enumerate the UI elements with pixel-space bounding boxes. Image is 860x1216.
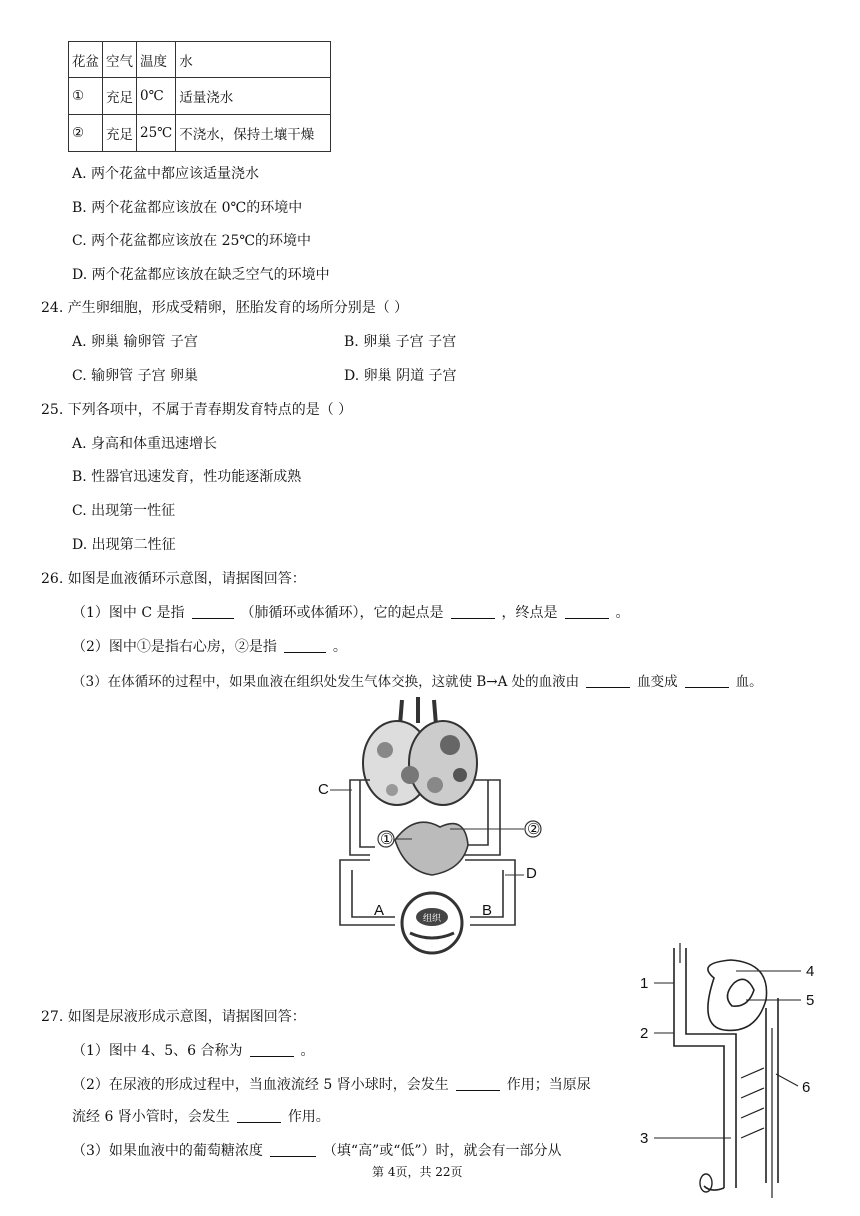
heart-illustration bbox=[395, 822, 468, 875]
label-d: D bbox=[526, 865, 537, 882]
table-row bbox=[69, 78, 331, 115]
text-segment: 。 bbox=[615, 605, 630, 621]
answer-blank[interactable] bbox=[565, 604, 609, 619]
q27-stem: 27. 如图是尿液形成示意图，请据图回答： bbox=[41, 1009, 306, 1025]
table-cell: 充足 bbox=[103, 78, 137, 115]
text-segment: ，终点是 bbox=[501, 605, 558, 621]
q26-part3 bbox=[72, 670, 763, 690]
table-header-cell: 花盆 bbox=[69, 42, 103, 78]
table-cell: 25℃ bbox=[137, 115, 176, 152]
text-segment: （1）图中 C 是指 bbox=[72, 605, 185, 621]
text-segment: 。 bbox=[300, 1043, 315, 1059]
label-3: 3 bbox=[640, 1130, 649, 1147]
text-segment: （1）图中 4、5、6 合称为 bbox=[72, 1043, 243, 1059]
q23-option-d: D. 两个花盆都应该放在缺乏空气的环境中 bbox=[72, 267, 330, 283]
answer-blank[interactable] bbox=[270, 1142, 316, 1157]
q24-option-c: C. 输卵管 子宫 卵巢 bbox=[72, 368, 199, 384]
answer-blank[interactable] bbox=[456, 1076, 500, 1091]
answer-blank[interactable] bbox=[586, 673, 630, 688]
label-4: 4 bbox=[806, 963, 815, 980]
table-cell: 0℃ bbox=[137, 78, 176, 115]
q23-option-c: C. 两个花盆都应该放在 25℃的环境中 bbox=[72, 233, 312, 249]
answer-blank[interactable] bbox=[284, 638, 326, 653]
text-segment: （肺循环或体循环），它的起点是 bbox=[240, 605, 444, 621]
text-segment: （2）图中①是指右心房，②是指 bbox=[72, 639, 277, 655]
experiment-table bbox=[68, 41, 331, 152]
text-segment: 流经 6 肾小管时，会发生 bbox=[72, 1109, 230, 1125]
answer-blank[interactable] bbox=[192, 604, 234, 619]
label-6: 6 bbox=[802, 1079, 811, 1096]
lungs-illustration bbox=[363, 697, 477, 805]
q27-part3 bbox=[72, 1140, 562, 1160]
q27-part2 bbox=[72, 1074, 591, 1094]
label-2: ② bbox=[527, 821, 541, 838]
answer-blank[interactable] bbox=[451, 604, 495, 619]
q25-option-d: D. 出现第二性征 bbox=[72, 537, 176, 553]
table-header-cell: 水 bbox=[176, 42, 331, 78]
text-segment: 作用；当原尿 bbox=[506, 1077, 591, 1093]
blood-circulation-diagram bbox=[300, 695, 555, 960]
label-5: 5 bbox=[806, 992, 815, 1009]
table-header-cell: 温度 bbox=[137, 42, 176, 78]
tissue-label: 组织 bbox=[422, 914, 442, 924]
q27-part1 bbox=[72, 1040, 315, 1060]
q26-part1 bbox=[72, 602, 630, 622]
q25-stem: 25. 下列各项中，不属于青春期发育特点的是（ ） bbox=[41, 402, 353, 418]
table-cell: ② bbox=[69, 115, 103, 152]
table-cell: 不浇水，保持土壤干燥 bbox=[176, 115, 331, 152]
answer-blank[interactable] bbox=[237, 1108, 281, 1123]
nephron-diagram bbox=[636, 938, 826, 1206]
q23-option-a: A. 两个花盆中都应该适量浇水 bbox=[72, 166, 260, 182]
text-segment: （2）在尿液的形成过程中，当血液流经 5 肾小球时，会发生 bbox=[72, 1077, 449, 1093]
table-cell: 充足 bbox=[103, 115, 137, 152]
answer-blank[interactable] bbox=[685, 673, 729, 688]
q25-option-c: C. 出现第一性征 bbox=[72, 503, 176, 519]
table-cell: 适量浇水 bbox=[176, 78, 331, 115]
text-segment: 血。 bbox=[735, 674, 763, 690]
text-segment: （3）在体循环的过程中，如果血液在组织处发生气体交换，这就使 B→A 处的血液由 bbox=[72, 674, 580, 690]
table-header-cell: 空气 bbox=[103, 42, 137, 78]
table-header-row bbox=[69, 42, 331, 78]
page-footer: 第 4页，共 22页 bbox=[372, 1165, 463, 1179]
q26-part2 bbox=[72, 636, 347, 656]
q25-option-b: B. 性器官迅速发育，性功能逐渐成熟 bbox=[72, 469, 302, 485]
table-row bbox=[69, 115, 331, 152]
q23-option-b: B. 两个花盆都应该放在 0℃的环境中 bbox=[72, 200, 303, 216]
label-2: 2 bbox=[640, 1025, 649, 1042]
label-a: A bbox=[374, 902, 385, 919]
q26-stem: 26. 如图是血液循环示意图，请据图回答： bbox=[41, 571, 306, 587]
q24-stem: 24. 产生卵细胞，形成受精卵，胚胎发育的场所分别是（ ） bbox=[41, 300, 409, 316]
label-c: C bbox=[318, 781, 329, 798]
text-segment: 作用。 bbox=[287, 1109, 330, 1125]
answer-blank[interactable] bbox=[250, 1042, 294, 1057]
q24-option-d: D. 卵巢 阴道 子宫 bbox=[344, 368, 457, 384]
table-cell: ① bbox=[69, 78, 103, 115]
label-b: B bbox=[482, 902, 493, 919]
text-segment: （3）如果血液中的葡萄糖浓度 bbox=[72, 1143, 263, 1159]
text-segment: 血变成 bbox=[637, 674, 678, 690]
q24-option-b: B. 卵巢 子宫 子宫 bbox=[344, 334, 457, 350]
text-segment: 。 bbox=[332, 639, 347, 655]
label-1: ① bbox=[380, 831, 394, 848]
label-1: 1 bbox=[640, 975, 649, 992]
q27-part2-cont bbox=[72, 1106, 330, 1126]
q25-option-a: A. 身高和体重迅速增长 bbox=[72, 436, 218, 452]
q24-option-a: A. 卵巢 输卵管 子宫 bbox=[72, 334, 198, 350]
text-segment: （填“高”或“低”）时，就会有一部分从 bbox=[322, 1143, 562, 1159]
